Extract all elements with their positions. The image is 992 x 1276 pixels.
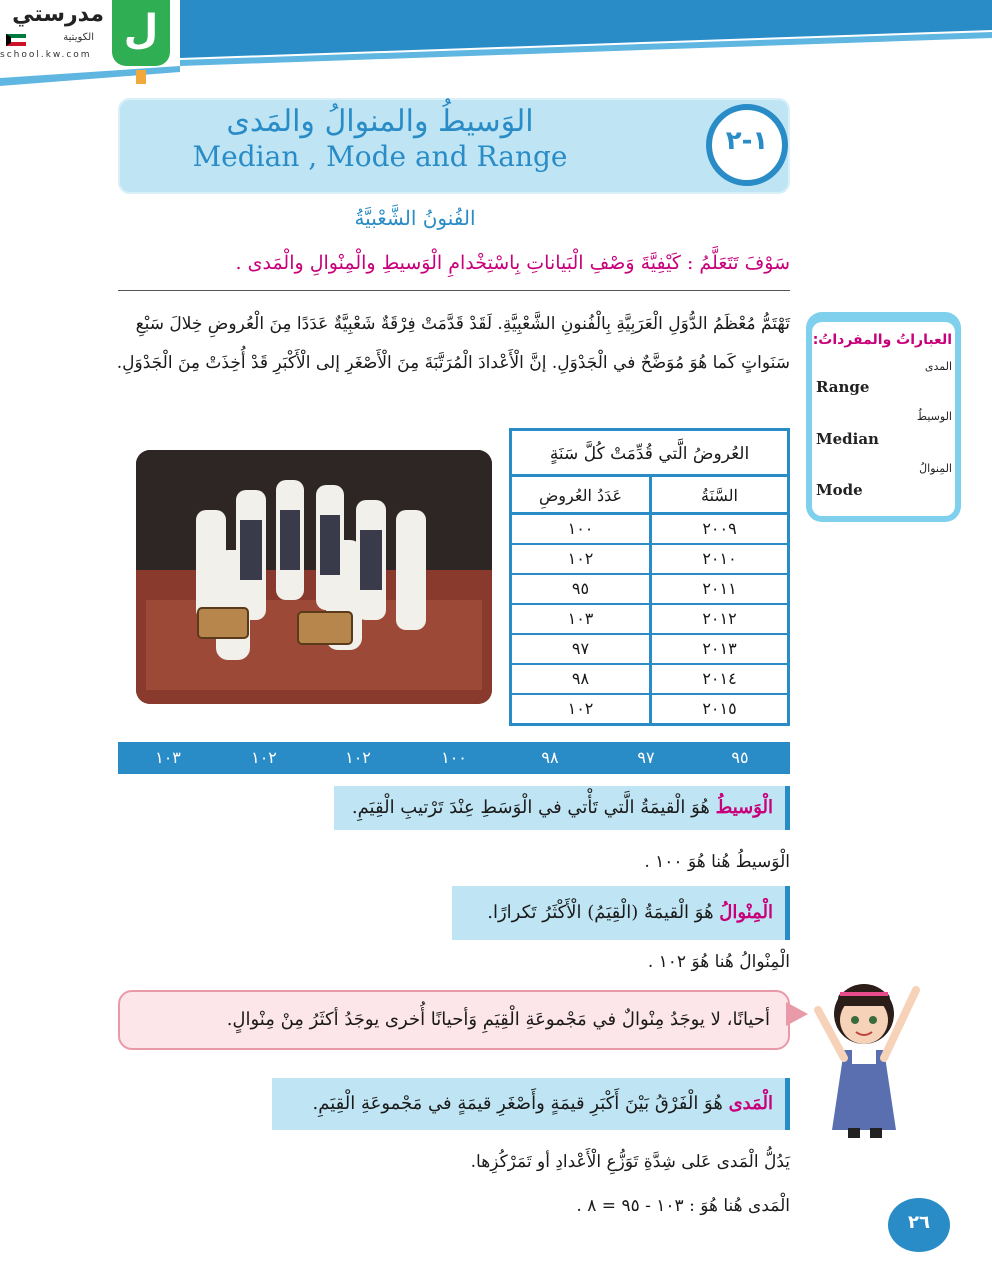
table-row bbox=[512, 635, 787, 665]
vocab-term-english: Mode bbox=[816, 481, 863, 499]
vocab-term-english: Median bbox=[816, 430, 879, 448]
table-row bbox=[512, 665, 787, 695]
ordered-value: ١٠٠ bbox=[441, 748, 467, 767]
table-header-year: السَّنَةُ bbox=[652, 477, 787, 515]
table-cell-year: ٢٠١٣ bbox=[702, 639, 737, 658]
table-cell-year: ٢٠١٤ bbox=[702, 669, 737, 688]
table-cell-count: ١٠٣ bbox=[567, 609, 594, 628]
range-definition bbox=[272, 1078, 790, 1130]
mode-definition-text: هُوَ الْقيمَةُ (الْقِيَمُ) الْأَكْثَرُ تَكرارًا. bbox=[487, 902, 720, 923]
table-row bbox=[512, 605, 787, 635]
ordered-value: ١٠٣ bbox=[155, 748, 181, 767]
brand-logo-glyph: ل bbox=[123, 7, 159, 53]
vocabulary-title: العباراتُ والمفرداتُ: bbox=[812, 332, 952, 348]
range-term: الْمَدى bbox=[728, 1093, 773, 1114]
vocab-term-arabic: المِنوالُ bbox=[919, 462, 952, 475]
brand-logo bbox=[112, 0, 170, 66]
mode-term: الْمِنْوالُ bbox=[719, 902, 773, 923]
table-row bbox=[512, 545, 787, 575]
vocab-term-arabic: المدى bbox=[924, 360, 952, 373]
ordered-value: ٩٥ bbox=[731, 748, 749, 767]
table-cell-year: ٢٠٠٩ bbox=[702, 519, 737, 538]
table-cell-count: ٩٨ bbox=[571, 669, 590, 688]
intro-paragraph: تَهْتَمُّ مُعْظَمُ الدُّوَلِ الْعَرَبِيَّةِ بِالْفُنونِ الشَّعْبِيَّةِ. لَقَدْ قَدَّمَتْ فِرْقَةٌ شَعْبِيَّةٌ عَدَدًا مِنَ الْعُروضِ خِلالَ سَبْعِ سَنَواتٍ كَما هُوَ مُوَضَّحٌ في الْجَدْوَلِ. إنَّ الْأَعْدادَ الْمُرَتَّبَةَ مِنَ الْأَصْغَرِ إلى الْأَكْبَرِ قَدْ أُخِذَتْ مِنَ الْجَدْوَلِ. bbox=[116, 314, 790, 373]
table-cell-count: ١٠٢ bbox=[567, 549, 594, 568]
ordered-value: ١٠٢ bbox=[345, 748, 371, 767]
range-note: يَدُلُّ الْمَدى عَلى شِدَّةِ تَوَزُّعِ الْأَعْدادِ أو تَمَرْكُزِها. bbox=[470, 1152, 790, 1172]
folk-dancers-photo bbox=[136, 450, 492, 704]
speech-bubble-tail bbox=[786, 1002, 808, 1026]
brand-subtitle: الكويتية bbox=[63, 32, 94, 43]
table-cell-year: ٢٠١٠ bbox=[702, 549, 737, 568]
table-cell-year: ٢٠١٥ bbox=[702, 699, 737, 718]
girl-character-illustration bbox=[808, 970, 928, 1140]
kuwait-flag-icon bbox=[6, 34, 26, 46]
vocab-term-arabic: الوسيطُ bbox=[916, 410, 952, 423]
table-cell-count: ١٠٠ bbox=[567, 519, 594, 538]
median-result: الْوَسيطُ هُنا هُوَ ١٠٠ . bbox=[644, 852, 790, 872]
vocab-term-english: Range bbox=[816, 378, 870, 396]
ordered-value: ١٠٢ bbox=[251, 748, 277, 767]
table-cell-year: ٢٠١١ bbox=[702, 579, 737, 598]
median-definition bbox=[334, 786, 790, 830]
lesson-title-english: Median , Mode and Range bbox=[192, 140, 568, 173]
range-definition-text: هُوَ الْفَرْقُ بَيْنَ أَكْبَرِ قيمَةٍ وأَصْغَرِ قيمَةٍ في مَجْموعَةِ الْقِيَمِ. bbox=[312, 1093, 729, 1114]
brand-url: school.kw.com bbox=[0, 50, 92, 60]
table-cell-year: ٢٠١٢ bbox=[702, 609, 737, 628]
table-cell-count: ٩٧ bbox=[571, 639, 590, 658]
lesson-number: ١-٢ bbox=[725, 126, 769, 156]
learning-objective: سَوْفَ تَتَعَلَّمُ : كَيْفِيَّةَ وَصْفِ الْبَياناتِ بِاسْتِخْدامِ الْوَسيطِ والْمِنْوالِ والْمَدى . bbox=[235, 252, 790, 274]
mode-definition bbox=[452, 886, 790, 940]
table-title: العُروضُ الَّتي قُدِّمَتْ كُلَّ سَنَةٍ bbox=[512, 431, 787, 477]
brand-name: مدرستي bbox=[12, 2, 104, 27]
lesson-title-arabic: الوَسيطُ والمنوالُ والمَدى bbox=[226, 104, 534, 139]
range-result: الْمَدى هُنا هُوَ : ١٠٣ - ٩٥ = ٨ . bbox=[576, 1196, 790, 1216]
ordered-value: ٩٨ bbox=[541, 748, 559, 767]
mode-note-bubble: أحيانًا، لا يوجَدُ مِنْوالٌ في مَجْموعَةِ الْقِيَمِ وَأحيانًا أُخرى يوجَدُ أكثَرُ مِنْ مِنْوالٍ. bbox=[118, 990, 790, 1050]
section-subtitle: الفُنونُ الشَّعْبيَّةُ bbox=[354, 206, 476, 230]
table-cell-count: ١٠٢ bbox=[567, 699, 594, 718]
mode-result: الْمِنْوالُ هُنا هُوَ ١٠٢ . bbox=[647, 952, 790, 972]
divider bbox=[118, 290, 790, 291]
table-header-count: عَدَدُ العُروضِ bbox=[512, 477, 649, 515]
table-cell-count: ٩٥ bbox=[571, 579, 590, 598]
ordered-value: ٩٧ bbox=[637, 748, 655, 767]
table-row bbox=[512, 575, 787, 605]
median-definition-text: هُوَ الْقيمَةُ الَّتي تَأْتي في الْوَسَطِ عِنْدَ تَرْتيبِ الْقِيَمِ. bbox=[351, 797, 716, 818]
page-number: ٢٦ bbox=[908, 1212, 930, 1233]
table-row bbox=[512, 515, 787, 545]
median-term: الْوَسيطُ bbox=[715, 797, 773, 818]
table-row bbox=[512, 695, 787, 725]
